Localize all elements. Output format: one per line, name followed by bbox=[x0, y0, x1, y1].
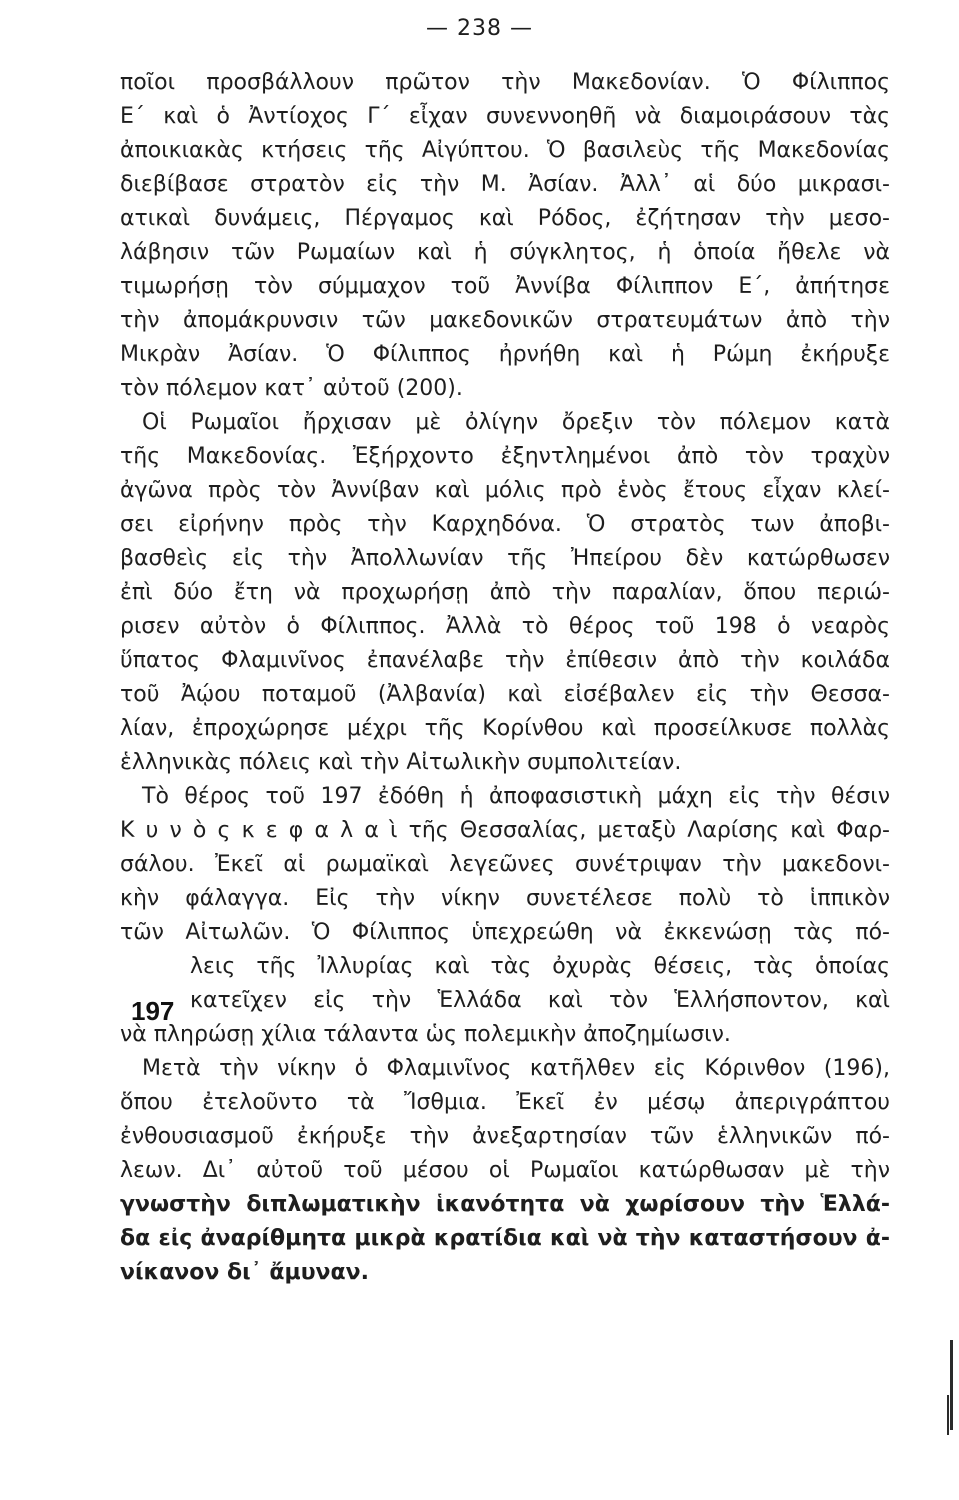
text-line: κὴν φάλαγγα. Εἰς τὴν νίκην συνετέλεσε πολὺ τὸ ἱππικὸν bbox=[120, 886, 890, 911]
text-line: λεις τῆς Ἰλλυρίας καὶ τὰς ὀχυρὰς θέσεις, τὰς ὁποίας bbox=[190, 954, 890, 979]
text-line: νίκανον δι᾽ ἄμυναν. bbox=[120, 1260, 369, 1285]
text-line: ἐπὶ δύο ἔτη νὰ προχωρήσῃ ἀπὸ τὴν παραλίαν, ὅπου περιώ- bbox=[120, 580, 890, 605]
text-line: Ε΄ καὶ ὁ Ἀντίοχος Γ΄ εἶχαν συνεννοηθῆ νὰ διαμοιράσουν τὰς bbox=[120, 104, 890, 129]
text-line: λίαν, ἐπροχώρησε μέχρι τῆς Κορίνθου καὶ προσείλκυσε πολλὰς bbox=[120, 716, 890, 741]
text-line: ἀποικιακὰς κτήσεις τῆς Αἰγύπτου. Ὁ βασιλεὺς τῆς Μακεδονίας bbox=[120, 138, 890, 163]
text-line: τῶν Αἰτωλῶν. Ὁ Φίλιππος ὑπεχρεώθη νὰ ἐκκενώσῃ τὰς πό- bbox=[120, 920, 890, 945]
text-line: ἐνθουσιασμοῦ ἐκήρυξε τὴν ἀνεξαρτησίαν τῶν ἑλληνικῶν πό- bbox=[120, 1124, 890, 1149]
text-line: ἑλληνικὰς πόλεις καὶ τὴν Αἰτωλικὴν συμπολιτείαν. bbox=[120, 750, 682, 775]
text-line: γνωστὴν διπλωματικὴν ἱκανότητα νὰ χωρίσουν τὴν Ἑλλά- bbox=[120, 1192, 890, 1217]
body-text bbox=[120, 66, 890, 1290]
text-line: βασθεὶς εἰς τὴν Ἀπολλωνίαν τῆς Ἠπείρου δὲν κατώρθωσεν bbox=[120, 546, 890, 571]
text-line: Τὸ θέρος τοῦ 197 ἐδόθη ἡ ἀποφασιστικὴ μάχη εἰς τὴν θέσιν bbox=[142, 784, 890, 809]
text-line: λάβησιν τῶν Ρωμαίων καὶ ἡ σύγκλητος, ἡ ὁποία ἤθελε νὰ bbox=[120, 240, 890, 265]
text-line: κατεῖχεν εἰς τὴν Ἑλλάδα καὶ τὸν Ἑλλήσποντον, καὶ bbox=[190, 988, 890, 1013]
text-line: σάλου. Ἐκεῖ αἱ ρωμαϊκαὶ λεγεῶνες συνέτριψαν τὴν μακεδονι- bbox=[120, 852, 890, 877]
text-line: ατικαὶ δυνάμεις, Πέργαμος καὶ Ρόδος, ἐζήτησαν τὴν μεσο- bbox=[120, 206, 890, 231]
text-line: ἀγῶνα πρὸς τὸν Ἀννίβαν καὶ μόλις πρὸ ἑνὸς ἔτους εἶχαν κλεί- bbox=[120, 478, 890, 503]
margin-year-note: 197 bbox=[131, 996, 175, 1026]
text-line: Μικρὰν Ἀσίαν. Ὁ Φίλιππος ἠρνήθη καὶ ἡ Ρώμη ἐκήρυξε bbox=[120, 342, 890, 367]
page-edge-mark bbox=[947, 1395, 949, 1435]
text-line: τοῦ Ἀῴου ποταμοῦ (Ἀλβανία) καὶ εἰσέβαλεν εἰς τὴν Θεσσα- bbox=[120, 682, 890, 707]
text-line: Μετὰ τὴν νίκην ὁ Φλαμινῖνος κατῆλθεν εἰς Κόρινθον (196), bbox=[142, 1056, 890, 1081]
text-line: ρισεν αὐτὸν ὁ Φίλιππος. Ἀλλὰ τὸ θέρος τοῦ 198 ὁ νεαρὸς bbox=[120, 614, 890, 639]
text-line: Κ υ ν ὸ ς κ ε φ α λ α ὶ τῆς Θεσσαλίας, μεταξὺ Λαρίσης καὶ Φαρ- bbox=[120, 818, 890, 843]
text-line: ὕπατος Φλαμινῖνος ἐπανέλαβε τὴν ἐπίθεσιν ἀπὸ τὴν κοιλάδα bbox=[120, 648, 890, 673]
text-line: Οἱ Ρωμαῖοι ἤρχισαν μὲ ὀλίγην ὄρεξιν τὸν πόλεμον κατὰ bbox=[142, 410, 890, 435]
text-line: διεβίβασε στρατὸν εἰς τὴν Μ. Ἀσίαν. Ἀλλ᾽ αἱ δύο μικρασι- bbox=[120, 172, 890, 197]
text-line: τῆς Μακεδονίας. Ἐξήρχοντο ἐξηντλημένοι ἀπὸ τὸν τραχὺν bbox=[120, 444, 890, 469]
text-line: ὅπου ἐτελοῦντο τὰ Ἴσθμια. Ἐκεῖ ἐν μέσῳ ἀπεριγράπτου bbox=[120, 1090, 890, 1115]
text-line: λεων. Δι᾽ αὐτοῦ τοῦ μέσου οἱ Ρωμαῖοι κατώρθωσαν μὲ τὴν bbox=[120, 1158, 890, 1183]
text-line: δα εἰς ἀναρίθμητα μικρὰ κρατίδια καὶ νὰ τὴν καταστήσουν ἀ- bbox=[120, 1226, 890, 1251]
text-line: τιμωρήσῃ τὸν σύμμαχον τοῦ Ἀννίβα Φίλιππον Ε΄, ἀπήτησε bbox=[120, 274, 890, 299]
text-line: ποῖοι προσβάλλουν πρῶτον τὴν Μακεδονίαν. Ὁ Φίλιππος bbox=[120, 70, 890, 95]
page-edge-mark bbox=[950, 1340, 953, 1430]
text-line: σει εἰρήνην πρὸς τὴν Καρχηδόνα. Ὁ στρατὸς των ἀποβι- bbox=[120, 512, 890, 537]
text-line: τὴν ἀπομάκρυνσιν τῶν μακεδονικῶν στρατευμάτων ἀπὸ τὴν bbox=[120, 308, 890, 333]
page-number: — 238 — bbox=[426, 16, 533, 41]
text-line: τὸν πόλεμον κατ᾽ αὐτοῦ (200). bbox=[120, 376, 463, 401]
text-line: νὰ πληρώσῃ χίλια τάλαντα ὡς πολεμικὴν ἀποζημίωσιν. bbox=[120, 1022, 731, 1047]
